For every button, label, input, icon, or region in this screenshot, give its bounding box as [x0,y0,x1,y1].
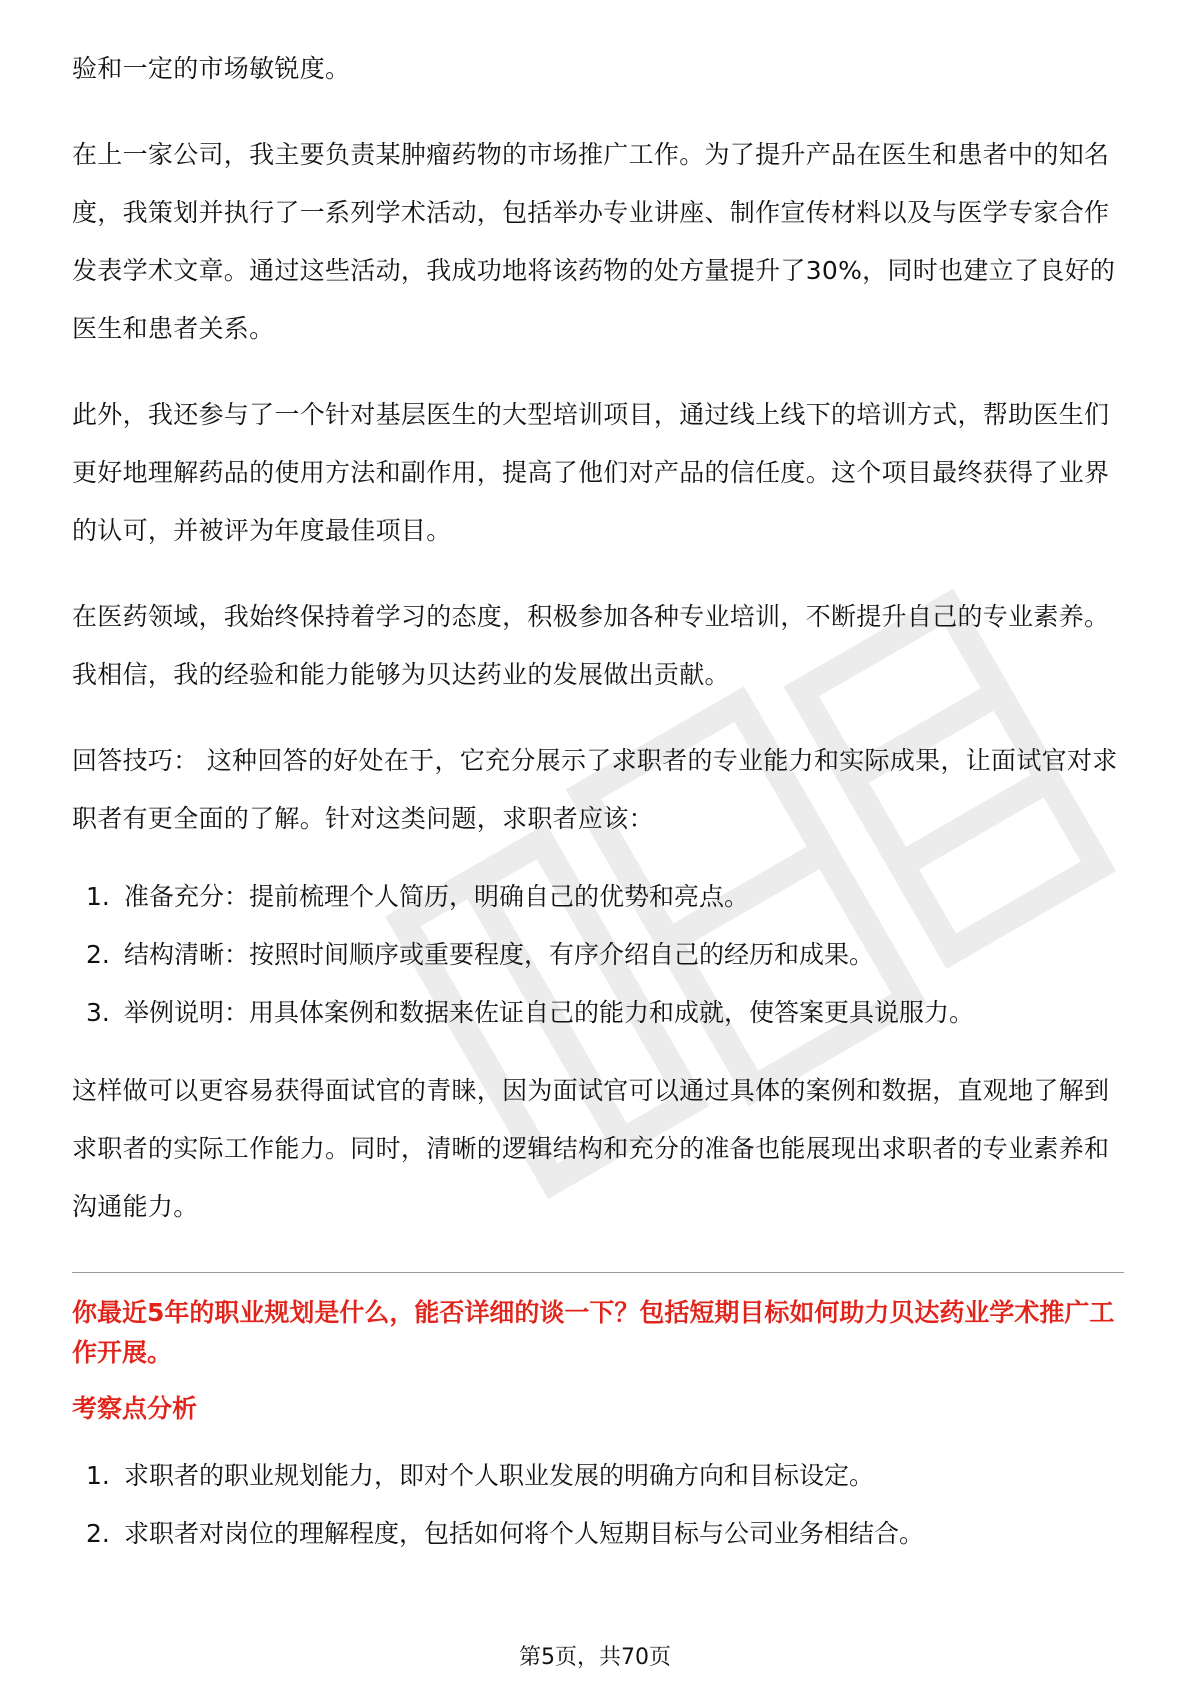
list-item: 3. 举例说明：用具体案例和数据来佐证自己的能力和成就，使答案更具说服力。 [86,998,975,1027]
list-item: 2. 结构清晰：按照时间顺序或重要程度，有序介绍自己的经历和成果。 [86,940,875,969]
analysis-heading: 考察点分析 [72,1394,198,1423]
paragraph-closing: 这样做可以更容易获得面试官的青睐，因为面试官可以通过具体的案例和数据，直观地了解到求职者的实际工作能力。同时，清晰的逻辑结构和充分的准备也能展现出求职者的专业素养和沟通能力。 [72,1076,1110,1221]
page-footer: 第5页，共70页 [519,1645,671,1670]
list-item: 2. 求职者对岗位的理解程度，包括如何将个人短期目标与公司业务相结合。 [86,1519,925,1548]
tips-list [72,868,1124,1042]
paragraph-training-project: 此外，我还参与了一个针对基层医生的大型培训项目，通过线上线下的培训方式，帮助医生们更好地理解药品的使用方法和副作用，提高了他们对产品的信任度。这个项目最终获得了业界的认可，并被评为年度最佳项目。 [72,400,1110,545]
list-item: 1. 准备充分：提前梳理个人简历，明确自己的优势和亮点。 [86,882,750,911]
paragraph-answer-tips: 回答技巧： 这种回答的好处在于，它充分展示了求职者的专业能力和实际成果，让面试官对求职者有更全面的了解。针对这类问题，求职者应该： [72,746,1118,833]
section-divider [72,1272,1124,1273]
paragraph-previous-company: 在上一家公司，我主要负责某肿瘤药物的市场推广工作。为了提升产品在医生和患者中的知名度，我策划并执行了一系列学术活动，包括举办专业讲座、制作宣传材料以及与医学专家合作发表学术文章。通过这些活动，我成功地将该药物的处方量提升了30%，同时也建立了良好的医生和患者关系。 [72,140,1116,343]
paragraph-learning-attitude: 在医药领域，我始终保持着学习的态度，积极参加各种专业培训，不断提升自己的专业素养。我相信，我的经验和能力能够为贝达药业的发展做出贡献。 [72,602,1110,689]
list-item: 1. 求职者的职业规划能力，即对个人职业发展的明确方向和目标设定。 [86,1461,875,1490]
page-content [72,40,1124,1563]
analysis-list [72,1447,1124,1563]
paragraph-intro-tail: 验和一定的市场敏锐度。 [72,54,351,83]
interview-question: 你最近5年的职业规划是什么，能否详细的谈一下？包括短期目标如何助力贝达药业学术推广工作开展。 [72,1298,1115,1367]
